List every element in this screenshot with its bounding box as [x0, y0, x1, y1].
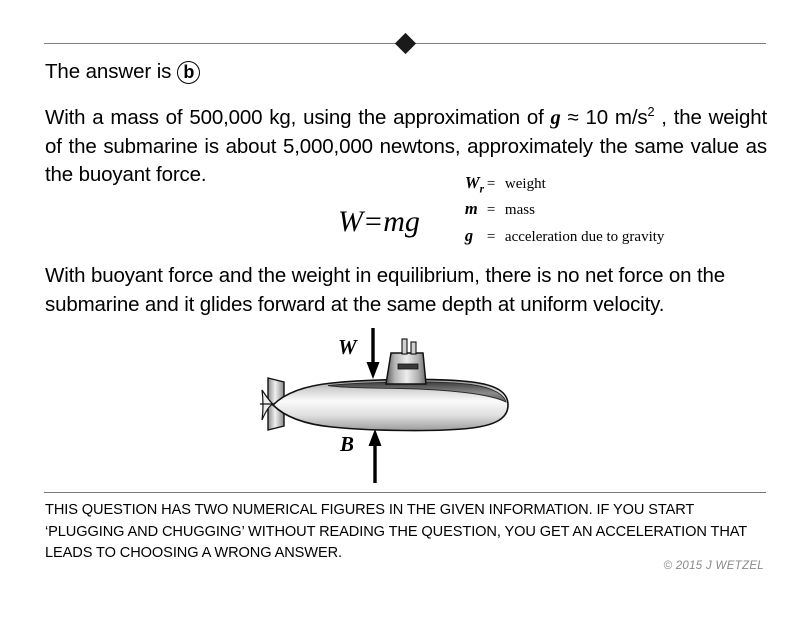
weight-force-label: W	[338, 335, 357, 359]
footnote-caption: THIS QUESTION HAS TWO NUMERICAL FIGURES IN THE GIVEN INFORMATION. IF YOU START ‘PLUGGING AND CHUGGING’ WITHOUT READING THE QUESTION, YOU GET AN ACCELERATION THAT LEADS TO CHOOSING A WRONG ANSWER.	[45, 502, 747, 561]
legend-row	[465, 226, 665, 252]
answer-choice-badge: b	[177, 61, 200, 84]
equation-formula: W=mg	[338, 205, 420, 239]
para1-text-b: ≈ 10 m/s	[560, 106, 648, 129]
diamond-separator-icon	[395, 33, 416, 54]
legend-symbol: $W_r$	[464, 173, 484, 196]
legend-description: mass	[504, 202, 535, 219]
answer-prefix-text: The answer is	[45, 60, 172, 83]
weight-arrow-icon	[367, 328, 380, 379]
submarine-force-diagram	[240, 328, 540, 483]
bottom-rule-line	[44, 492, 766, 493]
legend-row	[465, 173, 665, 199]
top-divider	[44, 36, 766, 60]
answer-line	[45, 60, 200, 84]
legend-equals: =	[486, 202, 496, 219]
legend-equals: =	[486, 176, 496, 192]
paragraph-equilibrium: With buoyant force and the weight in equilibrium, there is no net force on the submarine and it glides forward at the same depth at uniform velocity.	[45, 264, 726, 316]
buoyancy-arrow-icon	[369, 429, 382, 483]
equation-legend	[465, 173, 665, 252]
submarine-svg	[240, 328, 540, 483]
legend-description: weight	[504, 176, 546, 192]
legend-symbol: m	[464, 199, 478, 219]
para1-text-a: With a mass of 500,000 kg, using the approximation of	[45, 106, 551, 129]
symbol-g: g	[550, 107, 561, 129]
equation-block	[338, 173, 664, 252]
legend-description: acceleration due to gravity	[504, 228, 665, 245]
submarine-periscope-icon	[402, 339, 416, 354]
para1-text-c: , the weight of the submarine is about 5,000,000 newtons, approximately the same value as the buoyant force.	[45, 106, 767, 186]
legend-symbol-subscript: r	[479, 183, 484, 196]
submarine-conning-tower	[386, 353, 426, 384]
legend-equals: =	[486, 228, 496, 245]
legend-symbol: g	[464, 225, 474, 245]
buoyancy-force-label: B	[340, 432, 355, 456]
legend-row	[465, 199, 665, 225]
para1-superscript-2: 2	[647, 104, 655, 120]
copyright-notice: © 2015 J WETZEL	[663, 560, 764, 572]
